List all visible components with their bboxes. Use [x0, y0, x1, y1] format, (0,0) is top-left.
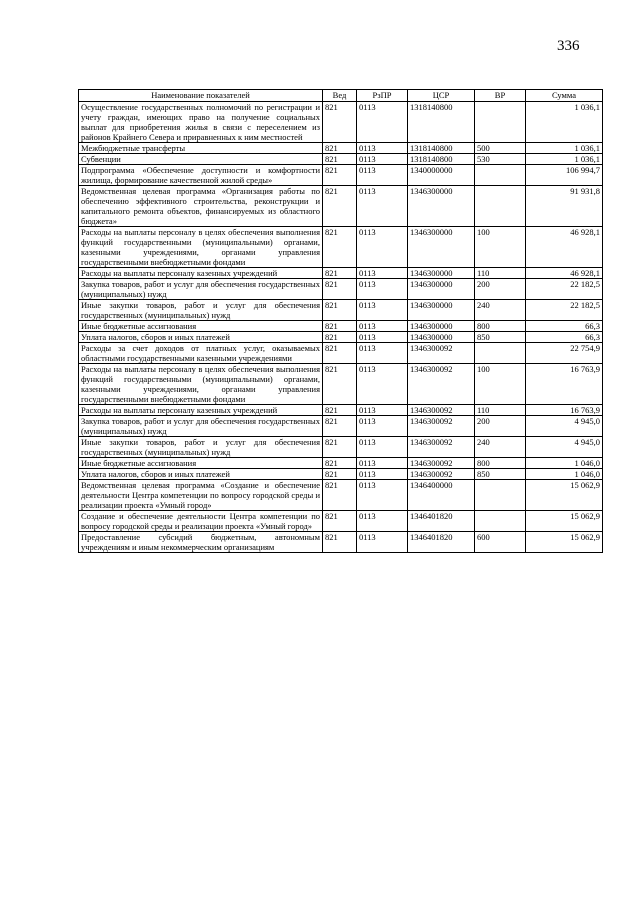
cell-rzpr: 0113 [357, 511, 408, 532]
header-vr: ВР [475, 90, 526, 102]
table-row [79, 437, 603, 458]
cell-name: Осуществление государственных полномочий по регистрации и учету граждан, имеющих право на получение социальных выплат для приобретения жилья в связи с переселением из районов Крайнего Севера и приравненных к ним местностей [79, 102, 323, 143]
cell-ved: 821 [323, 332, 357, 343]
cell-vr: 850 [475, 332, 526, 343]
table-row [79, 480, 603, 511]
cell-name: Межбюджетные трансферты [79, 143, 323, 154]
cell-rzpr: 0113 [357, 458, 408, 469]
table-row [79, 143, 603, 154]
cell-vr [475, 511, 526, 532]
cell-name: Предоставление субсидий бюджетным, автономным учреждениям и иным некоммерческим организациям [79, 532, 323, 553]
cell-sum: 46 928,1 [526, 268, 603, 279]
cell-vr: 100 [475, 227, 526, 268]
cell-ved: 821 [323, 469, 357, 480]
cell-name: Иные бюджетные ассигнования [79, 458, 323, 469]
cell-rzpr: 0113 [357, 332, 408, 343]
header-rzpr: РзПР [357, 90, 408, 102]
cell-sum: 1 036,1 [526, 102, 603, 143]
cell-ved: 821 [323, 227, 357, 268]
table-row [79, 416, 603, 437]
table-row [79, 165, 603, 186]
cell-vr [475, 165, 526, 186]
cell-csr: 1346300000 [408, 279, 475, 300]
cell-rzpr: 0113 [357, 227, 408, 268]
cell-name: Расходы на выплаты персоналу казенных учреждений [79, 268, 323, 279]
cell-ved: 821 [323, 437, 357, 458]
cell-sum: 15 062,9 [526, 532, 603, 553]
cell-sum: 22 754,9 [526, 343, 603, 364]
cell-sum: 22 182,5 [526, 300, 603, 321]
budget-table [78, 89, 603, 553]
cell-ved: 821 [323, 511, 357, 532]
header-name: Наименование показателей [79, 90, 323, 102]
cell-rzpr: 0113 [357, 143, 408, 154]
cell-sum: 66,3 [526, 321, 603, 332]
cell-rzpr: 0113 [357, 364, 408, 405]
cell-vr [475, 186, 526, 227]
cell-ved: 821 [323, 102, 357, 143]
cell-sum: 4 945,0 [526, 437, 603, 458]
table-row [79, 268, 603, 279]
table-row [79, 458, 603, 469]
cell-sum: 1 036,1 [526, 143, 603, 154]
cell-vr: 800 [475, 321, 526, 332]
cell-sum: 16 763,9 [526, 405, 603, 416]
cell-name: Закупка товаров, работ и услуг для обеспечения государственных (муниципальных) нужд [79, 416, 323, 437]
cell-ved: 821 [323, 364, 357, 405]
cell-name: Расходы на выплаты персоналу в целях обеспечения выполнения функций государственными (муниципальными) органами, казенными учреждениями, органами управления государственными внебюджетными фондами [79, 364, 323, 405]
cell-csr: 1318140800 [408, 154, 475, 165]
cell-sum: 22 182,5 [526, 279, 603, 300]
cell-csr: 1346401820 [408, 511, 475, 532]
cell-ved: 821 [323, 143, 357, 154]
cell-ved: 821 [323, 480, 357, 511]
cell-csr: 1346401820 [408, 532, 475, 553]
cell-csr: 1346300000 [408, 186, 475, 227]
table-row [79, 364, 603, 405]
cell-csr: 1346300000 [408, 227, 475, 268]
cell-name: Расходы на выплаты персоналу в целях обеспечения выполнения функций государственными (муниципальными) органами, казенными учреждениями, органами управления государственными внебюджетными фондами [79, 227, 323, 268]
cell-ved: 821 [323, 279, 357, 300]
cell-vr: 100 [475, 364, 526, 405]
cell-sum: 1 036,1 [526, 154, 603, 165]
cell-vr: 110 [475, 268, 526, 279]
cell-sum: 1 046,0 [526, 469, 603, 480]
cell-name: Иные закупки товаров, работ и услуг для обеспечения государственных (муниципальных) нужд [79, 437, 323, 458]
cell-rzpr: 0113 [357, 102, 408, 143]
cell-name: Расходы за счет доходов от платных услуг, оказываемых областными государственными казенными учреждениями [79, 343, 323, 364]
cell-csr: 1346300092 [408, 437, 475, 458]
cell-rzpr: 0113 [357, 343, 408, 364]
table-row [79, 469, 603, 480]
cell-name: Создание и обеспечение деятельности Центра компетенции по вопросу городской среды и реализации проекта «Умный город» [79, 511, 323, 532]
table-row [79, 511, 603, 532]
cell-ved: 821 [323, 321, 357, 332]
cell-vr [475, 343, 526, 364]
cell-rzpr: 0113 [357, 469, 408, 480]
cell-vr: 110 [475, 405, 526, 416]
table-row [79, 154, 603, 165]
cell-name: Ведомственная целевая программа «Создание и обеспечение деятельности Центра компетенции по вопросу городской среды и реализации проекта «Умный город» [79, 480, 323, 511]
cell-csr: 1346300092 [408, 416, 475, 437]
cell-name: Уплата налогов, сборов и иных платежей [79, 469, 323, 480]
header-csr: ЦСР [408, 90, 475, 102]
table-row [79, 186, 603, 227]
cell-ved: 821 [323, 165, 357, 186]
cell-sum: 1 046,0 [526, 458, 603, 469]
cell-rzpr: 0113 [357, 186, 408, 227]
cell-name: Ведомственная целевая программа «Организация работы по обеспечению эффективного строительства, реконструкции и капитального ремонта объектов, финансируемых из областного бюджета» [79, 186, 323, 227]
cell-csr: 1346300092 [408, 343, 475, 364]
cell-ved: 821 [323, 532, 357, 553]
cell-csr: 1346400000 [408, 480, 475, 511]
cell-csr: 1346300000 [408, 300, 475, 321]
cell-rzpr: 0113 [357, 416, 408, 437]
cell-ved: 821 [323, 343, 357, 364]
cell-ved: 821 [323, 268, 357, 279]
header-ved: Вед [323, 90, 357, 102]
cell-rzpr: 0113 [357, 268, 408, 279]
table-row [79, 300, 603, 321]
cell-rzpr: 0113 [357, 321, 408, 332]
cell-sum: 46 928,1 [526, 227, 603, 268]
cell-rzpr: 0113 [357, 279, 408, 300]
cell-vr: 200 [475, 416, 526, 437]
cell-vr [475, 480, 526, 511]
cell-rzpr: 0113 [357, 300, 408, 321]
cell-sum: 15 062,9 [526, 480, 603, 511]
cell-vr: 800 [475, 458, 526, 469]
cell-rzpr: 0113 [357, 165, 408, 186]
cell-sum: 4 945,0 [526, 416, 603, 437]
table-body [79, 102, 603, 553]
cell-vr: 600 [475, 532, 526, 553]
table-row [79, 532, 603, 553]
cell-csr: 1346300092 [408, 458, 475, 469]
cell-name: Подпрограмма «Обеспечение доступности и комфортности жилища, формирование качественной жилой среды» [79, 165, 323, 186]
cell-ved: 821 [323, 186, 357, 227]
cell-rzpr: 0113 [357, 480, 408, 511]
cell-sum: 15 062,9 [526, 511, 603, 532]
table-row [79, 227, 603, 268]
table-row [79, 332, 603, 343]
cell-vr: 850 [475, 469, 526, 480]
cell-rzpr: 0113 [357, 532, 408, 553]
cell-sum: 91 931,8 [526, 186, 603, 227]
header-sum: Сумма [526, 90, 603, 102]
cell-name: Иные закупки товаров, работ и услуг для обеспечения государственных (муниципальных) нужд [79, 300, 323, 321]
cell-vr: 240 [475, 437, 526, 458]
cell-csr: 1346300000 [408, 332, 475, 343]
cell-name: Уплата налогов, сборов и иных платежей [79, 332, 323, 343]
cell-csr: 1346300000 [408, 268, 475, 279]
cell-vr: 240 [475, 300, 526, 321]
cell-sum: 106 994,7 [526, 165, 603, 186]
cell-ved: 821 [323, 154, 357, 165]
cell-ved: 821 [323, 405, 357, 416]
table-row [79, 405, 603, 416]
cell-vr [475, 102, 526, 143]
table-row [79, 343, 603, 364]
page-number: 336 [557, 38, 580, 54]
cell-rzpr: 0113 [357, 405, 408, 416]
cell-ved: 821 [323, 458, 357, 469]
cell-vr: 500 [475, 143, 526, 154]
cell-sum: 16 763,9 [526, 364, 603, 405]
cell-csr: 1346300000 [408, 321, 475, 332]
cell-sum: 66,3 [526, 332, 603, 343]
cell-csr: 1340000000 [408, 165, 475, 186]
cell-ved: 821 [323, 416, 357, 437]
table-header-row [79, 90, 603, 102]
cell-name: Расходы на выплаты персоналу казенных учреждений [79, 405, 323, 416]
cell-csr: 1346300092 [408, 469, 475, 480]
cell-name: Субвенции [79, 154, 323, 165]
cell-vr: 200 [475, 279, 526, 300]
cell-csr: 1346300092 [408, 364, 475, 405]
table-row [79, 321, 603, 332]
cell-csr: 1346300092 [408, 405, 475, 416]
cell-csr: 1318140800 [408, 102, 475, 143]
table-row [79, 102, 603, 143]
cell-rzpr: 0113 [357, 437, 408, 458]
cell-vr: 530 [475, 154, 526, 165]
cell-name: Иные бюджетные ассигнования [79, 321, 323, 332]
cell-rzpr: 0113 [357, 154, 408, 165]
table-row [79, 279, 603, 300]
cell-name: Закупка товаров, работ и услуг для обеспечения государственных (муниципальных) нужд [79, 279, 323, 300]
cell-csr: 1318140800 [408, 143, 475, 154]
cell-ved: 821 [323, 300, 357, 321]
